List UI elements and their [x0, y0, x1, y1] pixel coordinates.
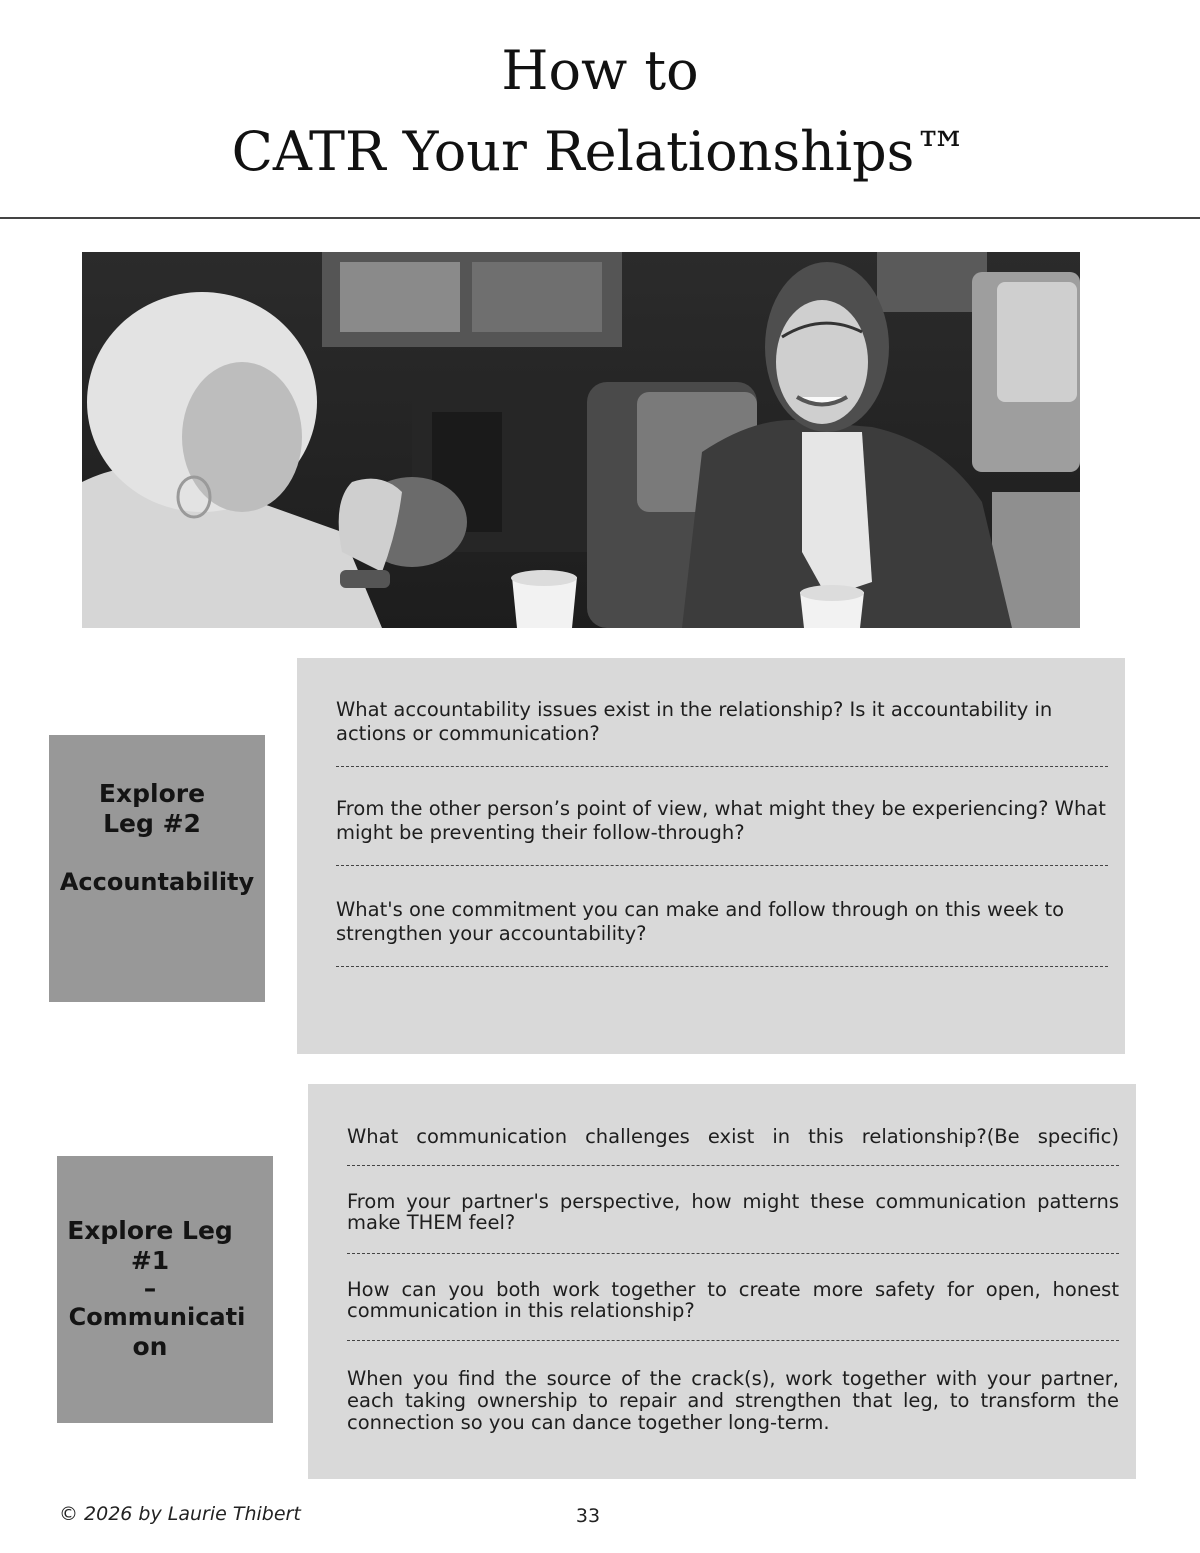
- label-explore-leg-1-communication: [57, 1156, 273, 1423]
- label-line: Explore: [98, 779, 206, 808]
- label-line: Communicati: [68, 1303, 246, 1331]
- label-line: –: [143, 1274, 157, 1303]
- question: From your partner's perspective, how might these communication patterns make THEM feel?: [347, 1190, 1119, 1234]
- label-line: Leg #2: [103, 809, 201, 838]
- answer-line[interactable]: [336, 766, 1108, 767]
- answer-line[interactable]: [347, 1340, 1119, 1341]
- answer-line[interactable]: [336, 865, 1108, 866]
- question: What accountability issues exist in the relationship? Is it accountability in actions or communication?: [336, 698, 1053, 745]
- question: How can you both work together to create more safety for open, honest communication in this relationship?: [347, 1278, 1119, 1322]
- question: From the other person’s point of view, what might they be experiencing? What might be preventing their follow-through?: [336, 797, 1106, 844]
- photo-two-women-talking-over-coffee-icon: [82, 252, 1080, 628]
- answer-line[interactable]: [347, 1253, 1119, 1254]
- label-line: Accountability: [59, 868, 255, 896]
- label-explore-leg-2-accountability: [49, 735, 265, 1002]
- page-number: 33: [575, 1505, 601, 1527]
- label-line: on: [132, 1332, 168, 1361]
- label-line: Explore Leg: [67, 1216, 233, 1245]
- page-title-line-2: CATR Your Relationships™: [231, 120, 969, 183]
- label-line: #1: [130, 1246, 170, 1275]
- copyright: © 2026 by Laurie Thibert: [59, 1503, 301, 1525]
- communication-questions-panel: [308, 1084, 1136, 1479]
- header-divider: [0, 217, 1200, 219]
- accountability-questions-panel: [297, 658, 1125, 1054]
- question: What's one commitment you can make and follow through on this week to strengthen your accountability?: [336, 898, 1065, 945]
- page-title-line-1: How to: [501, 39, 699, 102]
- answer-line[interactable]: [347, 1165, 1119, 1166]
- question: What communication challenges exist in this relationship?(Be specific): [347, 1125, 1119, 1148]
- label-spacer: [49, 839, 265, 867]
- closing-note: When you find the source of the crack(s), work together with your partner, each taking ownership to repair and strengthen that leg, to transform the connection so you can dance together long-term.: [347, 1367, 1119, 1434]
- answer-line[interactable]: [336, 966, 1108, 967]
- header-photo: [82, 252, 1080, 628]
